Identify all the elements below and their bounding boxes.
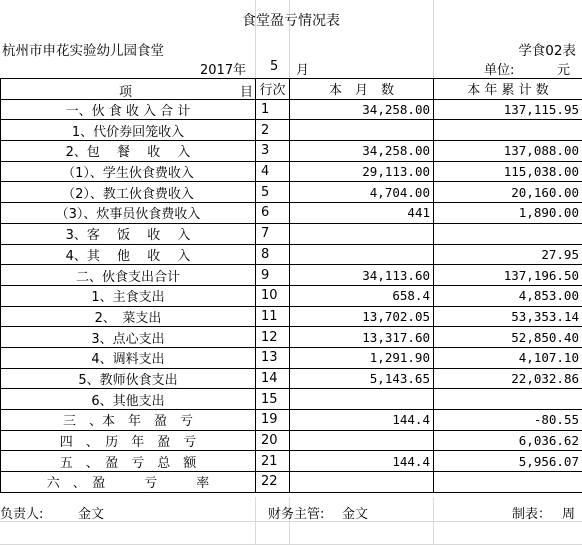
table-row <box>1 368 582 389</box>
row-ytd-amount: 137,196.50 <box>434 265 582 286</box>
row-ytd-amount: 5,956.07 <box>434 451 582 472</box>
row-ytd-amount: 27.95 <box>434 244 582 265</box>
row-label: 三 、本 年 盈 亏 <box>1 410 256 431</box>
row-ytd-amount: 22,032.86 <box>434 368 582 389</box>
row-month-amount: 34,258.00 <box>290 99 434 120</box>
row-line-no: 19 <box>256 410 290 431</box>
finance-name: 金文 <box>342 507 369 522</box>
row-label: 1、代价券回笼收入 <box>1 120 256 141</box>
form-number: 学食02表 <box>518 43 576 59</box>
header-item-left: 项 <box>119 85 133 100</box>
row-label: 二、伙食支出合计 <box>1 265 256 286</box>
row-label: （3）、炊事员伙食费收入 <box>1 203 256 224</box>
row-month-amount <box>290 244 434 265</box>
unit-label: 单位: <box>484 63 515 78</box>
row-ytd-amount: 4,107.10 <box>434 347 582 368</box>
report-month: 5 <box>270 59 279 74</box>
row-label: 6、其他支出 <box>1 389 256 410</box>
table-row <box>1 182 582 203</box>
row-ytd-amount: -80.55 <box>434 410 582 431</box>
row-ytd-amount: 115,038.00 <box>434 161 582 182</box>
table-row <box>1 306 582 327</box>
row-line-no: 2 <box>256 120 290 141</box>
row-month-amount: 5,143.65 <box>290 368 434 389</box>
row-line-no: 22 <box>256 472 290 493</box>
row-line-no: 11 <box>256 306 290 327</box>
row-ytd-amount: 137,088.00 <box>434 141 582 162</box>
row-label: 3、点心支出 <box>1 327 256 348</box>
row-month-amount: 4,704.00 <box>290 182 434 203</box>
row-line-no: 3 <box>256 141 290 162</box>
row-month-amount: 658.4 <box>290 285 434 306</box>
table-row <box>1 99 582 120</box>
row-label: 5、教师伙食支出 <box>1 368 256 389</box>
row-line-no: 20 <box>256 430 290 451</box>
row-month-amount: 1,291.90 <box>290 347 434 368</box>
row-line-no: 15 <box>256 389 290 410</box>
row-line-no: 4 <box>256 161 290 182</box>
table-row <box>1 430 582 451</box>
row-ytd-amount: 137,115.95 <box>434 99 582 120</box>
row-line-no: 6 <box>256 203 290 224</box>
row-ytd-amount <box>434 120 582 141</box>
row-ytd-amount: 6,036.62 <box>434 430 582 451</box>
profit-loss-table <box>0 78 582 493</box>
header-ytd: 本 年 累 计 数 <box>434 79 582 100</box>
row-line-no: 9 <box>256 265 290 286</box>
responsible-name: 金文 <box>78 507 105 522</box>
row-ytd-amount: 52,850.40 <box>434 327 582 348</box>
row-label: 2、 菜支出 <box>1 306 256 327</box>
row-label: 五 、 盈 亏 总 额 <box>1 451 256 472</box>
row-month-amount: 441 <box>290 203 434 224</box>
organization-name: 杭州市申花实验幼儿园食堂 <box>2 43 164 59</box>
table-row <box>1 472 582 493</box>
responsible-label: 负责人: <box>0 507 44 522</box>
row-month-amount <box>290 472 434 493</box>
table-row <box>1 161 582 182</box>
row-line-no: 13 <box>256 347 290 368</box>
row-line-no: 5 <box>256 182 290 203</box>
finance-label: 财务主管: <box>268 507 325 522</box>
table-row <box>1 389 582 410</box>
row-label: （2）、教工伙食费收入 <box>1 182 256 203</box>
row-line-no: 1 <box>256 99 290 120</box>
table-row <box>1 120 582 141</box>
row-line-no: 8 <box>256 244 290 265</box>
row-ytd-amount: 4,853.00 <box>434 285 582 306</box>
row-label: 六 、 盈 亏 率 <box>1 472 256 493</box>
report-year: 2017年 <box>200 63 247 78</box>
row-label: 3、客 饭 收 入 <box>1 223 256 244</box>
table-row <box>1 141 582 162</box>
preparer-name: 周 <box>562 507 576 522</box>
table-row <box>1 203 582 224</box>
row-month-amount: 29,113.00 <box>290 161 434 182</box>
row-month-amount: 144.4 <box>290 410 434 431</box>
header-item-right: 目 <box>239 85 253 100</box>
table-row <box>1 410 582 431</box>
row-label: （1）、学生伙食费收入 <box>1 161 256 182</box>
row-ytd-amount <box>434 223 582 244</box>
row-label: 一、伙 食 收 入 合 计 <box>1 99 256 120</box>
row-ytd-amount: 53,353.14 <box>434 306 582 327</box>
row-line-no: 7 <box>256 223 290 244</box>
row-line-no: 14 <box>256 368 290 389</box>
row-month-amount: 144.4 <box>290 451 434 472</box>
table-row <box>1 265 582 286</box>
header-item <box>1 79 256 100</box>
row-month-amount <box>290 120 434 141</box>
table-header-row <box>1 79 582 100</box>
table-row <box>1 285 582 306</box>
row-ytd-amount <box>434 389 582 410</box>
row-ytd-amount: 1,890.00 <box>434 203 582 224</box>
row-ytd-amount: 20,160.00 <box>434 182 582 203</box>
report-title: 食堂盈亏情况表 <box>242 13 340 29</box>
row-month-amount: 13,702.05 <box>290 306 434 327</box>
unit-value: 元 <box>557 63 571 78</box>
table-row <box>1 451 582 472</box>
row-ytd-amount <box>434 472 582 493</box>
row-month-amount <box>290 389 434 410</box>
row-month-amount <box>290 223 434 244</box>
row-line-no: 12 <box>256 327 290 348</box>
table-row <box>1 347 582 368</box>
row-month-amount: 34,258.00 <box>290 141 434 162</box>
row-label: 4、调料支出 <box>1 347 256 368</box>
row-month-amount <box>290 430 434 451</box>
row-line-no: 21 <box>256 451 290 472</box>
header-month: 本 月 数 <box>290 79 434 100</box>
table-row <box>1 223 582 244</box>
table-row <box>1 327 582 348</box>
row-month-amount: 34,113.60 <box>290 265 434 286</box>
row-month-amount: 13,317.60 <box>290 327 434 348</box>
table-row <box>1 244 582 265</box>
preparer-label: 制表： <box>512 507 552 522</box>
row-label: 四 、 历 年 盈 亏 <box>1 430 256 451</box>
row-line-no: 10 <box>256 285 290 306</box>
row-label: 1、主食支出 <box>1 285 256 306</box>
row-label: 4、其 他 收 入 <box>1 244 256 265</box>
header-line-no: 行次 <box>256 79 290 100</box>
row-label: 2、包 餐 收 入 <box>1 141 256 162</box>
report-month-unit: 月 <box>296 63 310 78</box>
